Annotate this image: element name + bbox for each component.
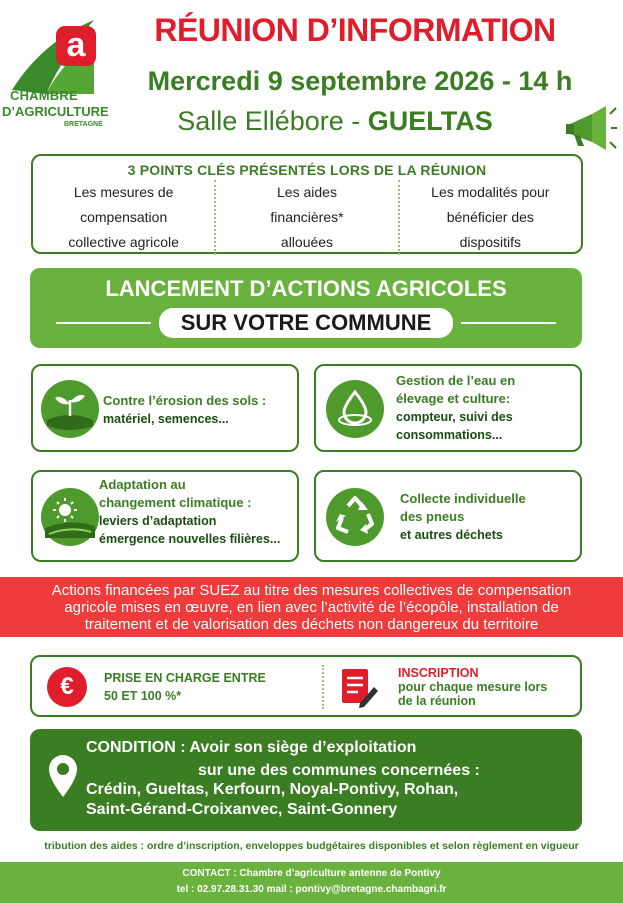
suez-line: agricole mises en œuvre, en lien avec l’activité de l’écopôle, installation de [64, 599, 559, 616]
action-text [396, 372, 515, 444]
action-detail: consommations... [396, 428, 503, 442]
euro-icon: € [47, 667, 87, 707]
suez-line: Actions financées par SUEZ au titre des mesures collectives de compensation [51, 582, 572, 599]
action-card-recycling [314, 470, 582, 562]
suez-funding-banner [0, 577, 623, 637]
action-detail: et autres déchets [400, 528, 503, 542]
key-point-line: compensation [80, 209, 168, 225]
key-point-modalities [398, 180, 581, 255]
inscription-line: de la réunion [398, 694, 476, 708]
page-title: RÉUNION D’INFORMATION [154, 12, 556, 48]
svg-text:a: a [66, 26, 86, 64]
action-text [99, 476, 280, 548]
condition-line: sur une des communes concernées : [198, 762, 480, 779]
contact-line: CONTACT : Chambre d’agriculture antenne de Pontivy [182, 868, 441, 879]
contact-footer [0, 862, 623, 903]
action-text [400, 490, 526, 544]
event-place [130, 104, 540, 138]
key-point-line: Les modalités pour [431, 184, 550, 200]
suez-text [10, 582, 613, 633]
action-title: Contre l’érosion des sols : [103, 393, 267, 408]
condition-communes: Saint-Gérand-Croixanvec, Saint-Gonnery [86, 801, 398, 818]
action-title: élevage et culture: [396, 391, 511, 406]
inscription-title: INSCRIPTION [398, 666, 479, 680]
action-card-climate [31, 470, 299, 562]
action-title: Adaptation au [99, 477, 186, 492]
document-pen-icon [334, 665, 380, 711]
funding-text [104, 669, 266, 705]
contact-line: tel : 02.97.28.31.30 mail : pontivy@bretagne.chambagri.fr [176, 884, 447, 895]
logo-text-chambre: CHAMBRE [10, 88, 78, 103]
sun-field-icon [41, 488, 99, 546]
logo-text-bretagne: BRETAGNE [64, 121, 103, 128]
water-drop-icon [326, 380, 384, 438]
launch-subtitle-row [30, 308, 582, 338]
key-point-measures [33, 180, 214, 255]
launch-title: LANCEMENT D’ACTIONS AGRICOLES [105, 276, 507, 301]
suez-line: traitement et de valorisation des déchets non dangereux du territoire [84, 616, 539, 633]
funding-box [30, 655, 582, 717]
megaphone-icon [562, 100, 618, 156]
divider-line [56, 322, 151, 324]
condition-title: CONDITION : Avoir son siège d’exploitation [86, 739, 417, 756]
funding-line: 50 ET 100 %* [104, 689, 182, 703]
launch-banner [30, 268, 582, 348]
action-detail: leviers d’adaptation [99, 514, 217, 528]
condition-communes: Crédin, Gueltas, Kerfourn, Noyal-Pontivy, Rohan, [86, 781, 459, 798]
action-card-water [314, 364, 582, 452]
key-points-title: 3 POINTS CLÉS PRÉSENTÉS LORS DE LA RÉUNION [127, 162, 487, 178]
key-points-columns [33, 180, 581, 255]
recycle-icon [326, 488, 384, 546]
key-point-line: Les mesures de [73, 184, 174, 200]
divider-line [461, 322, 556, 324]
action-card-erosion [31, 364, 299, 452]
funding-line: PRISE EN CHARGE ENTRE [104, 671, 266, 685]
key-point-line: allouées [280, 234, 334, 250]
action-text [103, 392, 266, 428]
action-detail: émergence nouvelles filières... [99, 532, 281, 546]
action-detail: compteur, suivi des [396, 410, 513, 424]
place-prefix: Salle Ellébore - [177, 106, 368, 136]
action-title: des pneus [400, 509, 465, 524]
event-date: Mercredi 9 septembre 2026 - 14 h [147, 66, 573, 96]
key-point-line: collective agricole [68, 234, 179, 250]
key-point-line: bénéficier des [446, 209, 534, 225]
key-point-line: financières* [270, 209, 344, 225]
action-title: Collecte individuelle [400, 491, 526, 506]
place-town: GUELTAS [367, 106, 493, 136]
launch-subtitle: SUR VOTRE COMMUNE [159, 308, 454, 338]
inscription-line: pour chaque mesure lors [398, 680, 548, 694]
divider [322, 665, 324, 709]
logo-text-agriculture: D’AGRICULTURE [2, 104, 109, 119]
key-points-box [31, 154, 583, 254]
location-pin-icon [47, 753, 79, 799]
key-point-aids [214, 180, 397, 255]
action-title: Gestion de l’eau en [396, 373, 516, 388]
action-title: changement climatique : [99, 495, 252, 510]
key-point-line: Les aides [277, 184, 337, 200]
action-detail: matériel, semences... [103, 412, 229, 426]
inscription-text [398, 666, 547, 708]
plant-soil-icon [41, 380, 99, 438]
condition-box [30, 729, 582, 831]
distribution-footnote: tribution des aides : ordre d’inscription, enveloppes budgétaires disponibles et selon règlement en vigueur [44, 840, 579, 852]
key-point-line: dispositifs [459, 234, 522, 250]
